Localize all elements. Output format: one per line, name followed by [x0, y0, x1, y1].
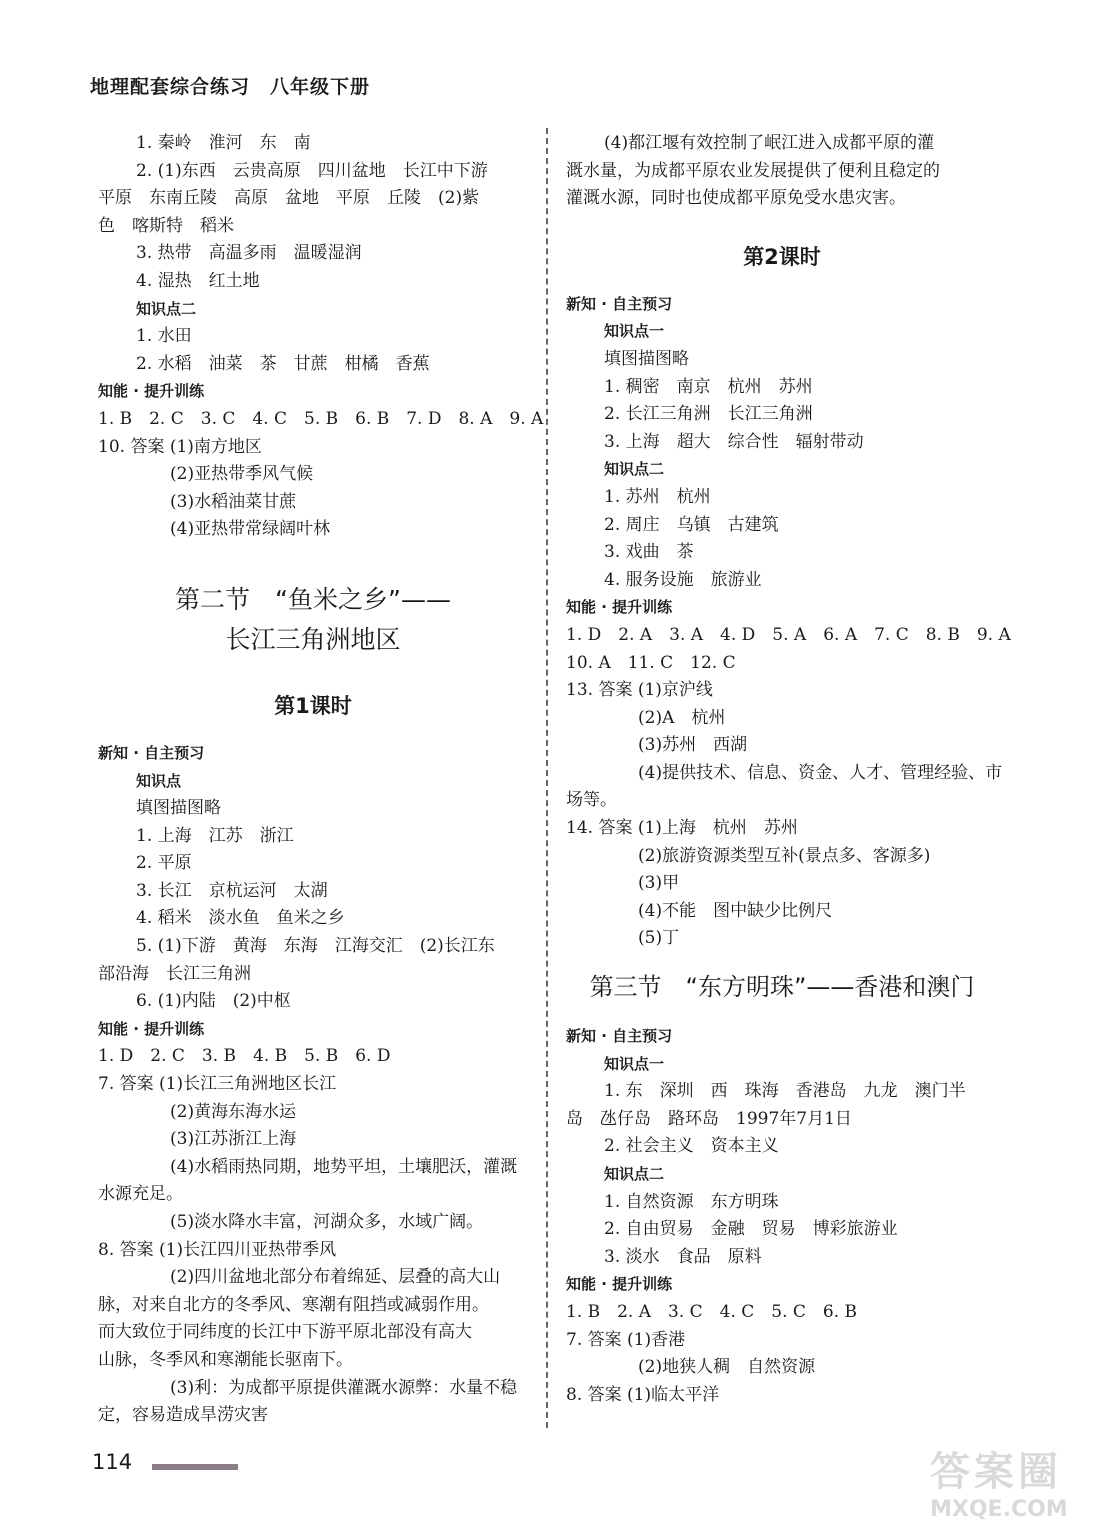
answer-line: 平原 东南丘陵 高原 盆地 平原 丘陵 (2)紫 — [98, 188, 480, 209]
answer-line: 10. 答案 (1)南方地区 — [98, 436, 262, 457]
answer-line: 部沿海 长江三角洲 — [98, 963, 251, 984]
answer-line: (2)A 杭州 — [638, 707, 726, 728]
running-header: 地理配套综合练习 八年级下册 — [90, 76, 371, 98]
answer-line: 1. 苏州 杭州 — [604, 486, 711, 507]
answer-line: 4. 湿热 红土地 — [136, 270, 260, 291]
answer-line: 2. (1)东西 云贵高原 四川盆地 长江中下游 — [136, 160, 488, 181]
answer-line: 3. 上海 超大 综合性 辐射带动 — [604, 431, 864, 452]
answer-line: 1. 秦岭 淮河 东 南 — [136, 133, 311, 153]
answer-line: (2)旅游资源类型互补(景点多、客源多) — [638, 845, 931, 866]
section-heading: 知能 · 提升训练 — [566, 1275, 673, 1294]
answer-line: 1. 自然资源 东方明珠 — [604, 1191, 779, 1212]
answer-line: 8. 答案 (1)临太平洋 — [566, 1384, 720, 1405]
section-heading: 知能 · 提升训练 — [566, 598, 673, 617]
knowledge-point-heading: 知识点 — [136, 771, 182, 790]
answer-line: 填图描图略 — [604, 348, 689, 369]
answer-line: (4)水稻雨热同期，地势平坦，土壤肥沃，灌溉 — [170, 1156, 518, 1177]
knowledge-point-heading: 知识点二 — [604, 460, 665, 479]
answer-line: 1. D 2. C 3. B 4. B 5. B 6. D — [98, 1046, 391, 1067]
right-column — [566, 130, 1011, 1409]
answer-line: 而大致位于同纬度的长江中下游平原北部没有高大 — [98, 1322, 472, 1343]
answer-line: (4)提供技术、信息、资金、人才、管理经验、市 — [638, 762, 1003, 783]
section-heading: 新知 · 自主预习 — [98, 743, 205, 762]
lesson-title: 第1课时 — [274, 693, 352, 718]
answer-line: 色 喀斯特 稻米 — [98, 215, 234, 236]
section-heading: 知能 · 提升训练 — [98, 1019, 205, 1038]
answer-line: 8. 答案 (1)长江四川亚热带季风 — [98, 1239, 337, 1260]
lesson-title: 第2课时 — [743, 244, 821, 269]
answer-line: (4)都江堰有效控制了岷江进入成都平原的灌 — [604, 133, 935, 153]
answer-line: 7. 答案 (1)香港 — [566, 1329, 686, 1350]
answer-line: (2)亚热带季风气候 — [170, 464, 314, 485]
answer-line: 2. 社会主义 资本主义 — [604, 1136, 779, 1157]
knowledge-point-heading: 知识点一 — [604, 1054, 665, 1073]
answer-line: 10. A 11. C 12. C — [566, 652, 736, 673]
answer-line: 14. 答案 (1)上海 杭州 苏州 — [566, 818, 798, 839]
answer-line: 场等。 — [566, 790, 617, 811]
answer-line: (3)江苏浙江上海 — [170, 1129, 297, 1150]
answer-line: (2)黄海东海水运 — [170, 1101, 297, 1122]
answer-line: 2. 长江三角洲 长江三角洲 — [604, 404, 813, 425]
answer-line: (3)水稻油菜甘蔗 — [170, 491, 297, 512]
answer-line: (3)苏州 西湖 — [638, 735, 748, 756]
answer-line: 13. 答案 (1)京沪线 — [566, 680, 713, 701]
answer-line: 脉，对来自北方的冬季风、寒潮有阻挡或减弱作用。 — [98, 1294, 489, 1315]
answer-line: 1. B 2. A 3. C 4. C 5. C 6. B — [566, 1301, 858, 1322]
answer-line: 4. 稻米 淡水鱼 鱼米之乡 — [136, 908, 345, 929]
answer-line: 填图描图略 — [136, 798, 221, 819]
section-title: 第二节 “鱼米之乡”—— — [175, 584, 451, 614]
page-number: 114 — [92, 1450, 133, 1474]
knowledge-point-heading: 知识点二 — [604, 1165, 665, 1183]
answer-line: 5. (1)下游 黄海 东海 江海交汇 (2)长江东 — [136, 936, 495, 957]
answer-line: 3. 长江 京杭运河 太湖 — [136, 880, 328, 901]
section-heading: 知能 · 提升训练 — [98, 382, 205, 401]
answer-line: 1. 东 深圳 西 珠海 香港岛 九龙 澳门半 — [604, 1081, 966, 1102]
watermark-mark: 答案圈 — [930, 1449, 1062, 1495]
answer-line: 2. 平原 — [136, 853, 192, 874]
page-number-bar — [152, 1464, 238, 1470]
answer-line: (5)淡水降水丰富，河湖众多，水域广阔。 — [170, 1212, 484, 1232]
answer-line: 3. 淡水 食品 原料 — [604, 1246, 762, 1267]
answer-line: 2. 自由贸易 金融 贸易 博彩旅游业 — [604, 1219, 898, 1240]
answer-line: 水源充足。 — [98, 1184, 183, 1205]
answer-line: 2. 周庄 乌镇 古建筑 — [604, 514, 779, 535]
watermark-url: MXQE.COM — [930, 1497, 1068, 1522]
answer-line: 山脉，冬季风和寒潮能长驱南下。 — [98, 1349, 353, 1370]
answer-line: 灌溉水源，同时也使成都平原免受水患灾害。 — [566, 188, 906, 209]
answer-line: 7. 答案 (1)长江三角洲地区长江 — [98, 1074, 337, 1095]
answer-line: 3. 戏曲 茶 — [604, 542, 694, 563]
section-title: 长江三角洲地区 — [225, 624, 401, 654]
knowledge-point-heading: 知识点二 — [136, 299, 197, 318]
answer-line: (4)亚热带常绿阔叶林 — [170, 519, 331, 540]
answer-line: 6. (1)内陆 (2)中枢 — [136, 991, 291, 1012]
answer-line: (2)四川盆地北部分布着绵延、层叠的高大山 — [170, 1267, 501, 1288]
section-title: 第三节 “东方明珠”——香港和澳门 — [589, 973, 975, 1002]
answer-line: 2. 水稻 油菜 茶 甘蔗 柑橘 香蕉 — [136, 353, 430, 374]
answer-line: 4. 服务设施 旅游业 — [604, 569, 762, 590]
answer-line: 岛 氹仔岛 路环岛 1997年7月1日 — [566, 1108, 852, 1129]
answer-line: (2)地狭人稠 自然资源 — [638, 1357, 816, 1378]
answer-line: (5)丁 — [638, 928, 680, 949]
answer-line: 1. D 2. A 3. A 4. D 5. A 6. A 7. C 8. B 9. A — [566, 624, 1011, 645]
answer-line: (4)不能 图中缺少比例尺 — [638, 900, 833, 921]
answer-line: 溉水量，为成都平原农业发展提供了便利且稳定的 — [566, 160, 940, 181]
section-heading: 新知 · 自主预习 — [566, 1027, 673, 1046]
answer-line: 1. 上海 江苏 浙江 — [136, 825, 294, 846]
column-divider — [546, 128, 548, 1428]
knowledge-point-heading: 知识点一 — [604, 322, 665, 341]
left-column — [98, 130, 544, 1430]
answer-line: 3. 热带 高温多雨 温暖湿润 — [136, 243, 362, 264]
answer-line: 定，容易造成旱涝灾害 — [98, 1405, 268, 1426]
answer-line: (3)甲 — [638, 873, 680, 894]
answer-line: 1. 水田 — [136, 326, 192, 347]
answer-line: 1. B 2. C 3. C 4. C 5. B 6. B 7. D 8. A 9. A — [98, 408, 544, 429]
section-heading: 新知 · 自主预习 — [566, 294, 673, 313]
answer-line: (3)利：为成都平原提供灌溉水源弊：水量不稳 — [170, 1377, 518, 1398]
answer-line: 1. 稠密 南京 杭州 苏州 — [604, 376, 813, 397]
watermark-logo — [930, 1440, 1080, 1520]
